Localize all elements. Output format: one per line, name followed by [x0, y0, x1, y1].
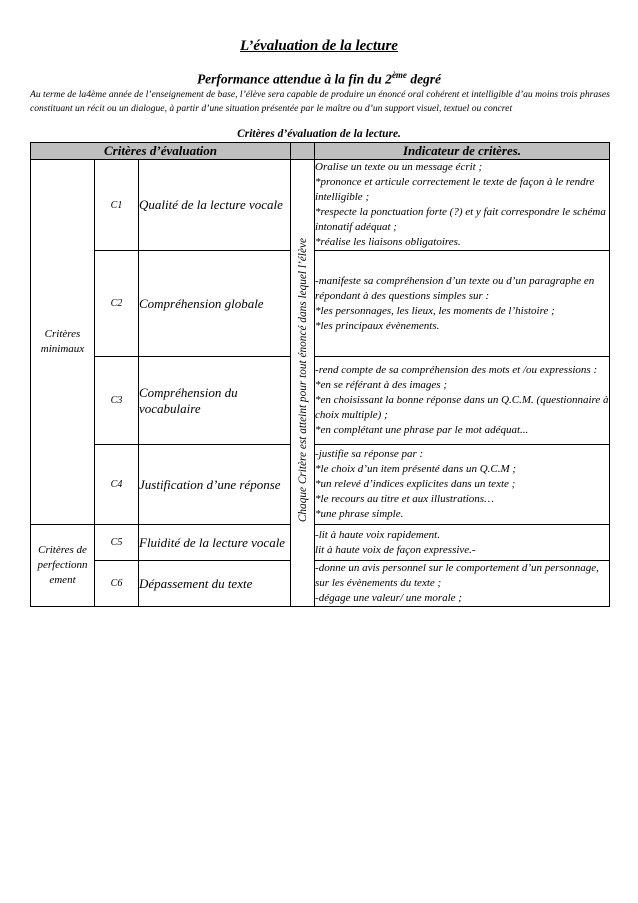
criterion-label: Fluidité de la lecture vocale [139, 525, 291, 561]
indicator-cell [315, 357, 610, 445]
criterion-label: Justification d’une réponse [139, 445, 291, 525]
table-row [31, 160, 610, 251]
indicator-cell [315, 525, 610, 561]
criterion-label: Compréhension globale [139, 251, 291, 357]
criterion-label: Qualité de la lecture vocale [139, 160, 291, 251]
indicator-line: *en complétant une phrase par le mot adéquat... [315, 424, 529, 436]
criterion-code: C5 [95, 525, 139, 561]
group-minimal-criteria: Critères minimaux [31, 160, 95, 525]
table-row [31, 251, 610, 357]
indicator-line: lit à haute voix de façon expressive.- [315, 543, 476, 556]
subtitle-superscript: ème [391, 70, 407, 80]
table-row [31, 445, 610, 525]
page-title: L’évaluation de la lecture [240, 38, 398, 54]
indicator-line: *réalise les liaisons obligatoires. [315, 236, 461, 248]
indicator-cell [315, 561, 610, 607]
indicator-line: *les personnages, les lieux, les moments de l’histoire ; [315, 304, 555, 317]
indicator-line: *respecte la ponctuation forte (?) et y fait correspondre le schéma intonatif adéquat ; [315, 206, 606, 233]
indicator-line: -justifie sa réponse par : [315, 448, 424, 460]
intro-paragraph: Au terme de la4ème année de l’enseignement de base, l’élève sera capable de produire un énoncé oral cohérent et intelligible d’au moins trois phrases constituant un récit ou un dialogue, à partir d’une situation présentée par le maître ou d’un support visuel, textuel ou concret [30, 89, 610, 114]
indicator-line: *un relevé d’indices explicites dans un texte ; [315, 478, 516, 490]
subtitle-suffix: degré [406, 71, 442, 87]
table-header-row [31, 143, 610, 160]
indicator-line: *le recours au titre et aux illustrations… [315, 493, 494, 505]
table-row [31, 525, 610, 561]
table-row [31, 357, 610, 445]
group-improvement-criteria: Critères de perfectionn ement [31, 525, 95, 607]
criterion-code: C1 [95, 160, 139, 251]
indicator-line: -lit à haute voix rapidement. [315, 528, 440, 541]
indicator-cell [315, 160, 610, 251]
indicator-line: -manifeste sa compréhension d’un texte ou d’un paragraphe en répondant à des questions simples sur : [315, 274, 595, 302]
criterion-label: Dépassement du texte [139, 561, 291, 607]
header-indicators: Indicateur de critères. [315, 143, 610, 160]
criterion-code: C3 [95, 357, 139, 445]
indicator-line: -rend compte de sa compréhension des mots et /ou expressions : *en se référant à des images ; [315, 364, 598, 391]
criterion-label: Compréhension du vocabulaire [139, 357, 291, 445]
indicator-line: *en choisissant la bonne réponse dans un Q.C.M. (questionnaire à choix multiple) ; [315, 394, 609, 421]
indicator-cell [315, 445, 610, 525]
table-row [31, 561, 610, 607]
subtitle [0, 70, 638, 88]
indicator-cell [315, 251, 610, 357]
criterion-code: C2 [95, 251, 139, 357]
vertical-note: Chaque Critère est atteint pour tout énoncé dans lequel l’élève [296, 238, 309, 523]
subtitle-text: Performance attendue à la fin du 2 [196, 71, 392, 87]
indicator-line: Oralise un texte ou un message écrit ; [315, 161, 483, 173]
criteria-caption: Critères d’évaluation de la lecture. [237, 128, 401, 140]
indicator-line: *les principaux évènements. [315, 319, 440, 332]
header-spacer [291, 143, 315, 160]
indicator-line: *le choix d’un item présenté dans un Q.C.M ; [315, 463, 517, 475]
criteria-table [30, 142, 610, 607]
criterion-code: C6 [95, 561, 139, 607]
vertical-note-cell [291, 160, 315, 607]
header-criteria: Critères d’évaluation [31, 143, 291, 160]
indicator-line: *prononce et articule correctement le texte de façon à le rendre intelligible ; [315, 176, 595, 203]
criterion-code: C4 [95, 445, 139, 525]
indicator-line: -dégage une valeur/ une morale ; [315, 592, 462, 604]
indicator-line: *une phrase simple. [315, 508, 404, 520]
indicator-line: -donne un avis personnel sur le comportement d’un personnage, sur les évènements du texte ; [315, 562, 599, 589]
